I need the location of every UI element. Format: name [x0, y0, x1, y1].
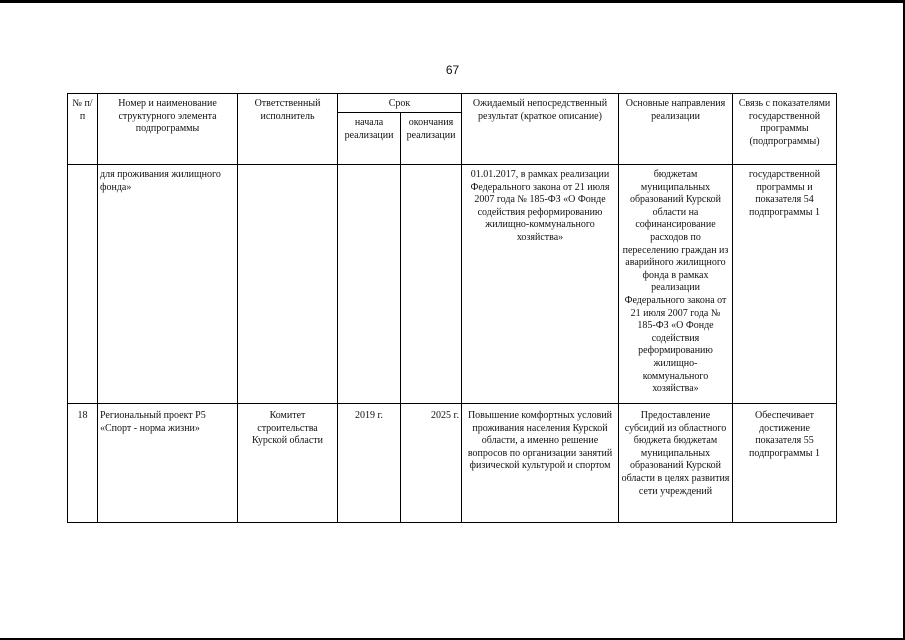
header-term-start: начала реализации: [338, 113, 401, 165]
cell-start: [338, 165, 401, 404]
header-num: № п/п: [68, 94, 98, 165]
table-row: [68, 165, 837, 404]
cell-result: Повышение комфортных условий проживания населения Курской области, а именно решение вопросов по организации занятий физической культурой и спортом: [462, 404, 619, 523]
cell-name: для проживания жилищного фонда»: [98, 165, 238, 404]
cell-responsible: Комитет строительства Курской области: [238, 404, 338, 523]
subprogram-table: [67, 93, 837, 523]
header-term: Срок: [338, 94, 462, 113]
cell-link: Обеспечивает достижение показателя 55 подпрограммы 1: [733, 404, 837, 523]
cell-link: государственной программы и показателя 54 подпрограммы 1: [733, 165, 837, 404]
cell-directions: Предоставление субсидий из областного бюджета бюджетам муниципальных образований Курской области в целях развития сети учреждений: [619, 404, 733, 523]
cell-responsible: [238, 165, 338, 404]
cell-directions: бюджетам муниципальных образований Курской области на софинансирование расходов по переселению граждан из аварийного жилищного фонда в рамках реализации Федерального закона от 21 июля 2007 года № 185-ФЗ «О Фонде содействия реформированию жилищно-коммунального хозяйства»: [619, 165, 733, 404]
header-directions: Основные направления реализации: [619, 94, 733, 165]
page-border-top: [0, 0, 905, 3]
header-name: Номер и наименование структурного элемента подпрограммы: [98, 94, 238, 165]
header-term-end: окончания реализации: [401, 113, 462, 165]
cell-num: [68, 165, 98, 404]
header-link: Связь с показателями государственной программы (подпрограммы): [733, 94, 837, 165]
page-number: 67: [445, 63, 460, 77]
cell-name: Региональный проект P5 «Спорт - норма жизни»: [98, 404, 238, 523]
header-result: Ожидаемый непосредственный результат (краткое описание): [462, 94, 619, 165]
cell-end: [401, 165, 462, 404]
header-responsible: Ответственный исполнитель: [238, 94, 338, 165]
cell-start: 2019 г.: [338, 404, 401, 523]
cell-end: 2025 г.: [401, 404, 462, 523]
table-row: [68, 404, 837, 523]
cell-result: 01.01.2017, в рамках реализации Федерального закона от 21 июля 2007 года № 185-ФЗ «О Фонде содействия реформированию жилищно-коммунального хозяйства»: [462, 165, 619, 404]
cell-num: 18: [68, 404, 98, 523]
